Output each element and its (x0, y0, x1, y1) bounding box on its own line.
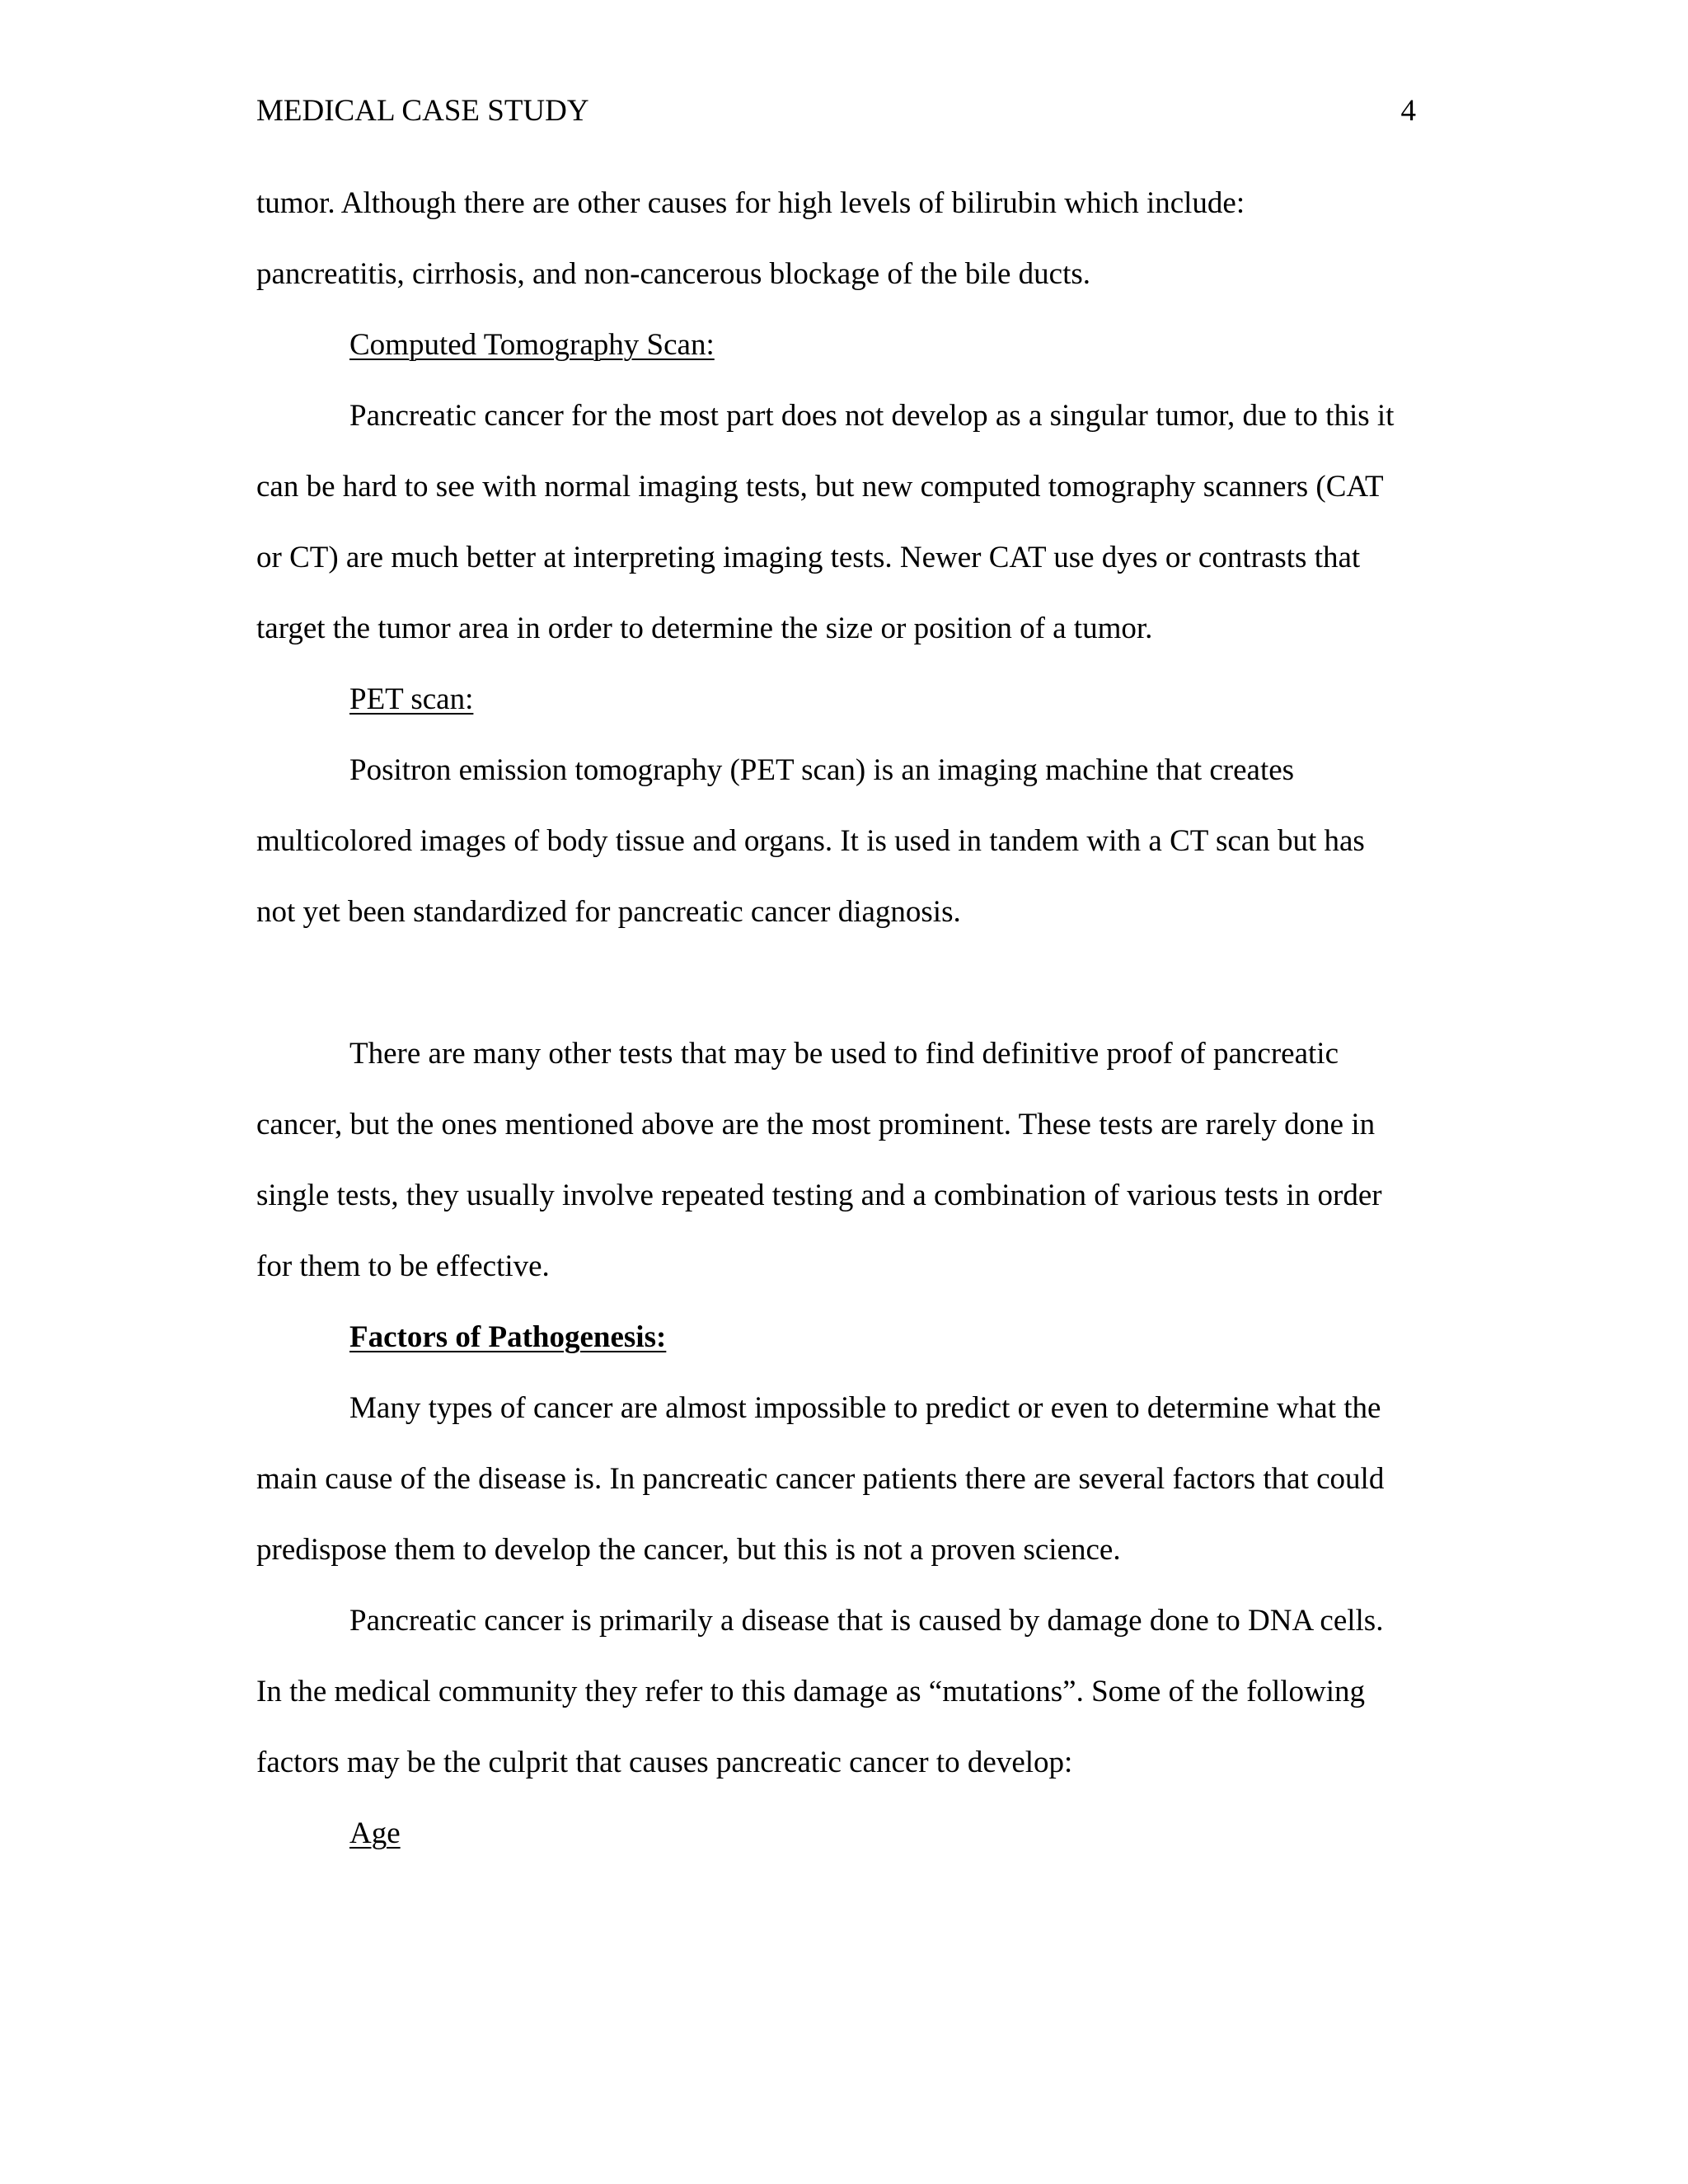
text-line: There are many other tests that may be used to find definitive proof of pancreatic (349, 1037, 1339, 1071)
subheading-computed-tomography: Computed Tomography Scan: (349, 328, 715, 362)
page-number: 4 (1400, 94, 1416, 128)
running-head: MEDICAL CASE STUDY (256, 94, 589, 128)
text-line: multicolored images of body tissue and organs. It is used in tandem with a CT scan but has (256, 824, 1365, 858)
text-line: Pancreatic cancer is primarily a disease that is caused by damage done to DNA cells. (349, 1604, 1384, 1638)
text-line: target the tumor area in order to determine the size or position of a tumor. (256, 612, 1153, 645)
text-line: In the medical community they refer to this damage as “mutations”. Some of the following (256, 1675, 1366, 1708)
text-line: pancreatitis, cirrhosis, and non-cancerous blockage of the bile ducts. (256, 257, 1091, 291)
subheading-age: Age (349, 1816, 401, 1850)
text-line: or CT) are much better at interpreting imaging tests. Newer CAT use dyes or contrasts that (256, 541, 1361, 574)
text-line: not yet been standardized for pancreatic cancer diagnosis. (256, 895, 961, 929)
subheading-pet-scan: PET scan: (349, 682, 474, 716)
text-line: Positron emission tomography (PET scan) is an imaging machine that creates (349, 753, 1295, 787)
text-line: can be hard to see with normal imaging tests, but new computed tomography scanners (CAT (256, 470, 1384, 504)
text-line: single tests, they usually involve repeated testing and a combination of various tests in order (256, 1179, 1382, 1212)
text-line: main cause of the disease is. In pancreatic cancer patients there are several factors that could (256, 1462, 1385, 1496)
text-line: factors may be the culprit that causes pancreatic cancer to develop: (256, 1746, 1073, 1779)
text-line: tumor. Although there are other causes for high levels of bilirubin which include: (256, 186, 1245, 220)
text-line: Many types of cancer are almost impossible to predict or even to determine what the (349, 1391, 1381, 1425)
text-line: predispose them to develop the cancer, but this is not a proven science. (256, 1533, 1121, 1567)
text-line: for them to be effective. (256, 1249, 550, 1283)
text-line: Pancreatic cancer for the most part does not develop as a singular tumor, due to this it (349, 399, 1395, 433)
heading-factors-of-pathogenesis: Factors of Pathogenesis: (349, 1320, 667, 1354)
text-line: cancer, but the ones mentioned above are the most prominent. These tests are rarely done in (256, 1108, 1376, 1141)
